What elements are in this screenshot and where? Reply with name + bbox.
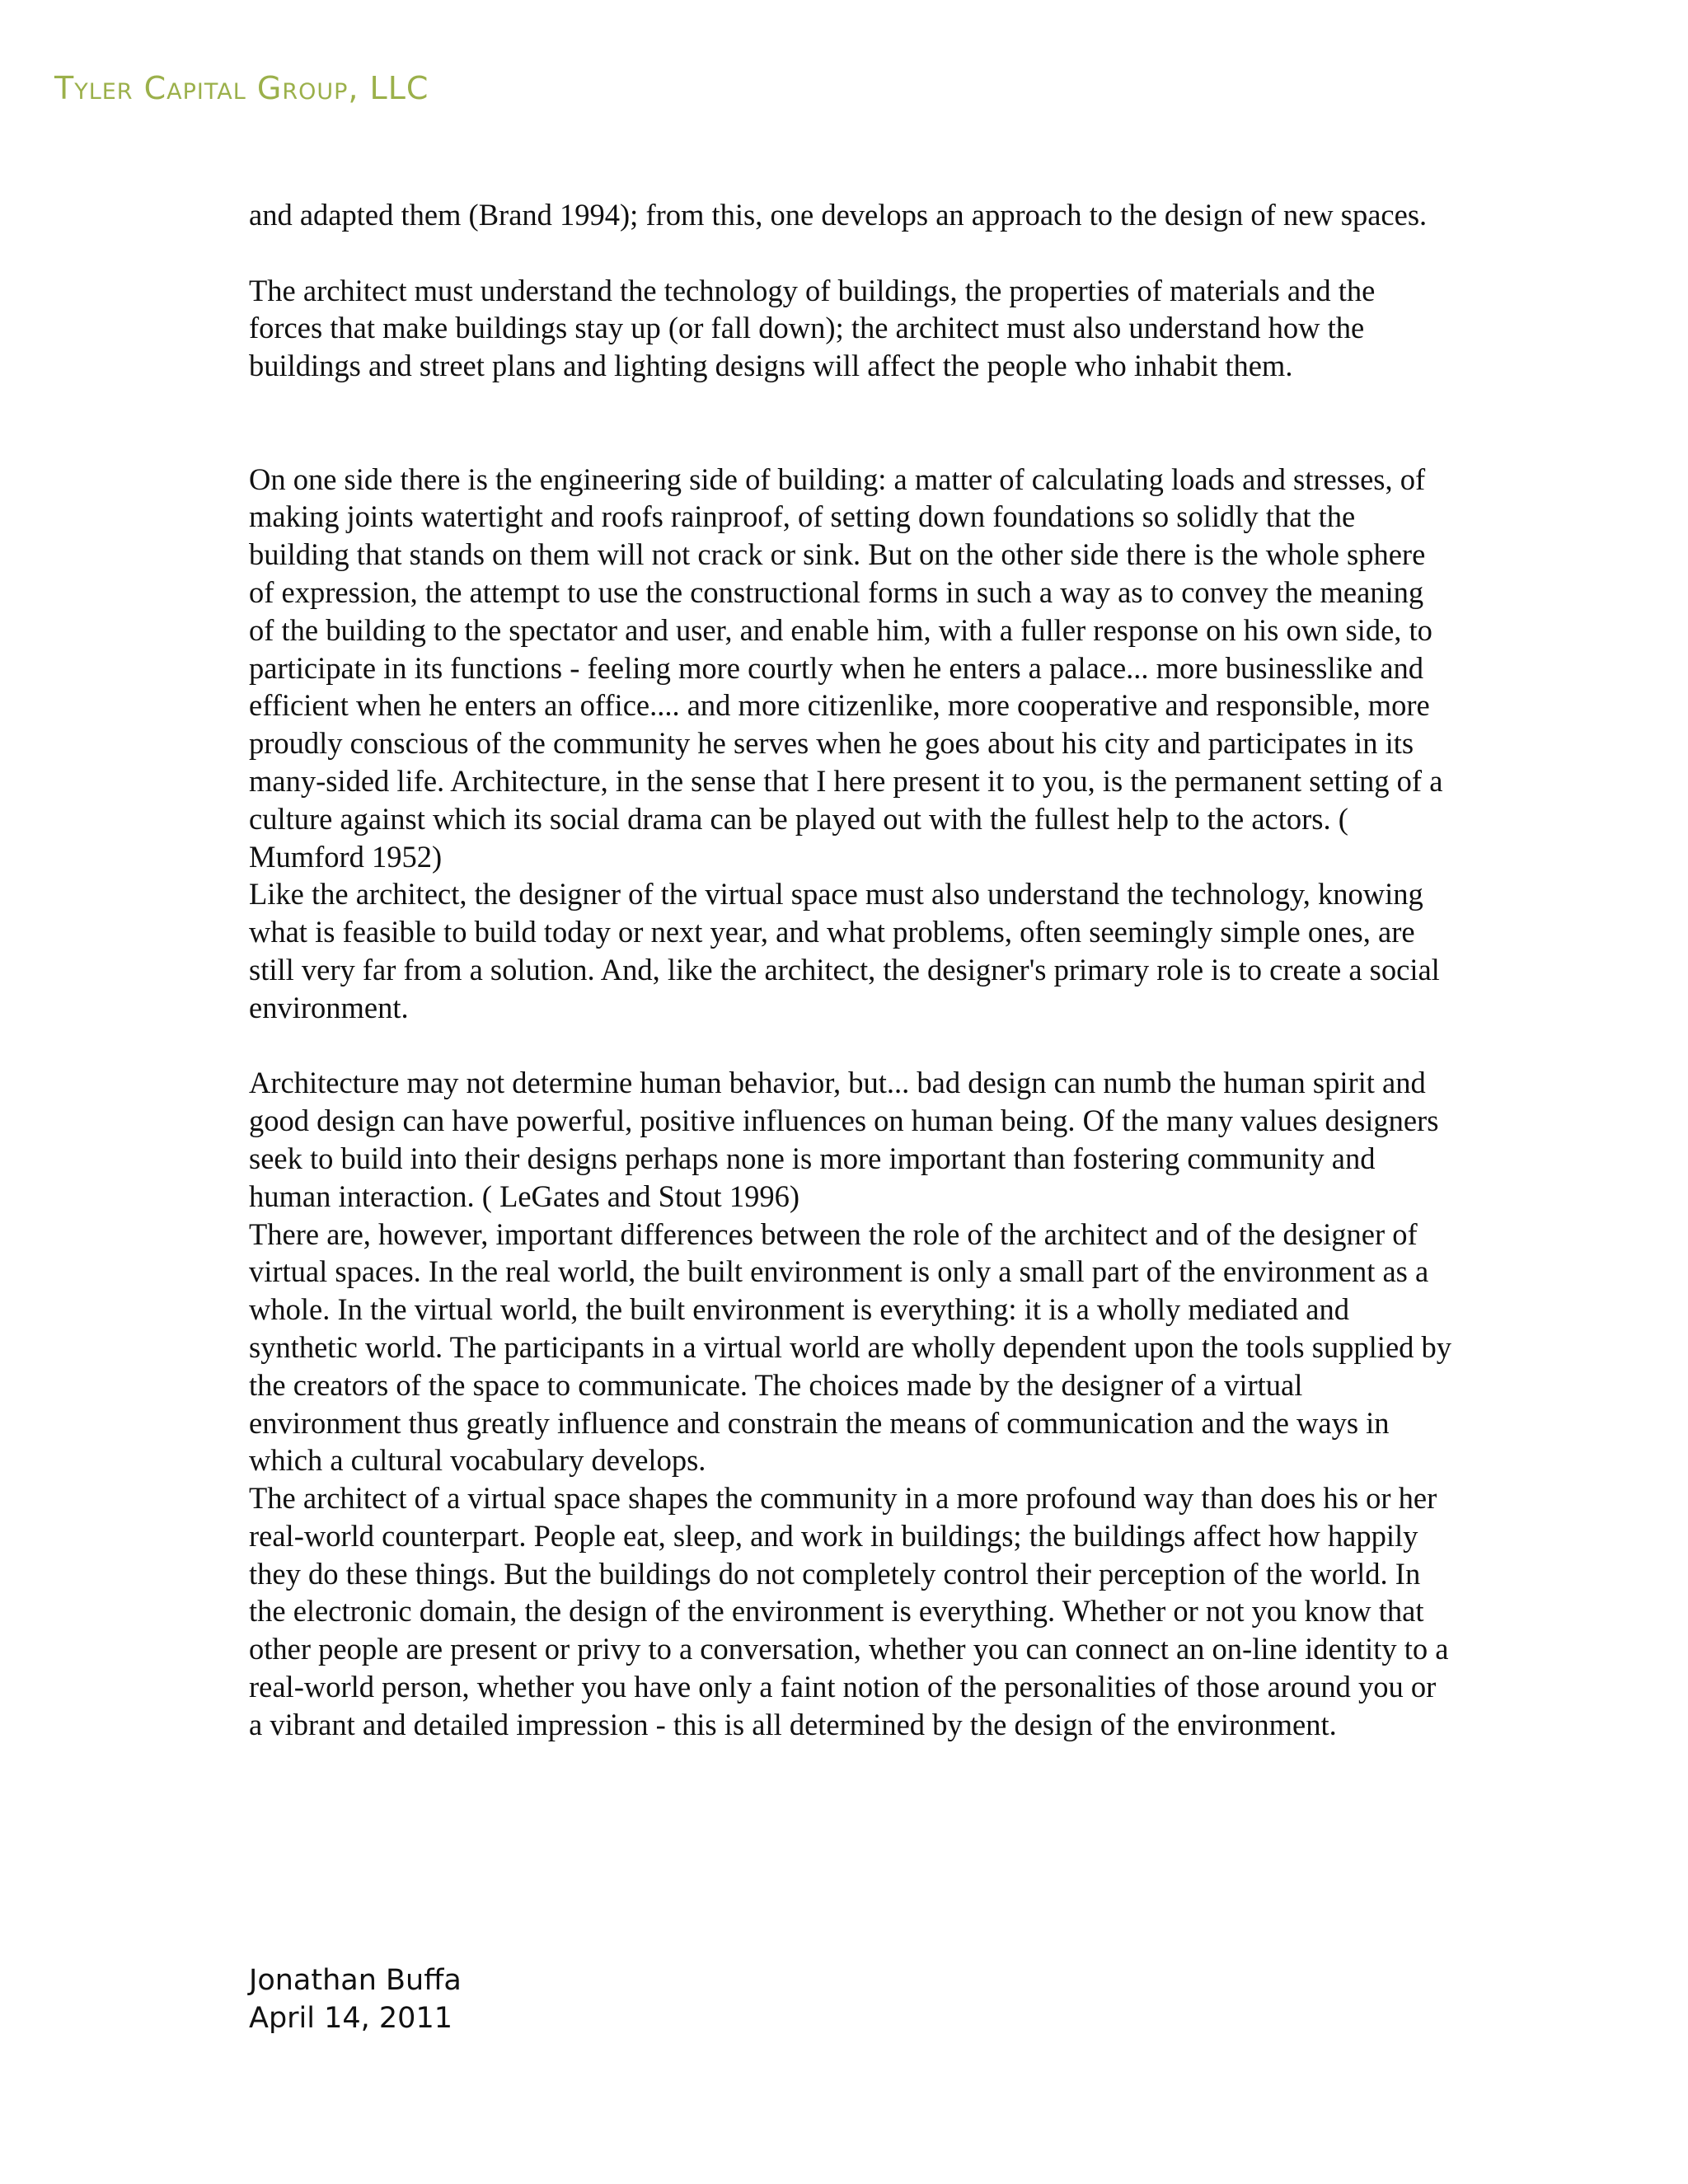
paragraph-brand-continuation: and adapted them (Brand 1994); from this, one develops an approach to the design of new spaces. [249, 198, 1428, 232]
paragraph-virtual-architect: The architect of a virtual space shapes the community in a more profound way than does his or her real-world counterpart. People eat, sleep, and work in buildings; the buildings affect how happily they do these things. But the buildings do not completely control their perception of the world. In the electronic domain, the design of the environment is everything. Whether or not you know that other people are present or privy to a conversation, whether you can connect an on-line identity to a real-world person, whether you have only a faint notion of the personalities of those around you or a vibrant and detailed impression - this is all determined by the design of the environment. [249, 1481, 1449, 1741]
signature-date: April 14, 2011 [249, 2002, 452, 2035]
company-letterhead: Tyler Capital Group, LLC [54, 70, 429, 106]
paragraph-architect-technology: The architect must understand the technology of buildings, the properties of materials and the forces that make buildings stay up (or fall down); the architect must also understand how the buildings and street plans and lighting designs will affect the people who inhabit them. [249, 273, 1376, 383]
paragraph-differences: There are, however, important differences between the role of the architect and of the designer of virtual spaces. In the real world, the built environment is only a small part of the environment as a whole. In the virtual world, the built environment is everything: it is a wholly mediated and synthetic world. The participants in a virtual world are wholly dependent upon the tools supplied by the creators of the space to communicate. The choices made by the designer of a virtual environment thus greatly influence and constrain the means of communication and the ways in which a cultural vocabulary develops. [249, 1216, 1452, 1478]
paragraph-virtual-designer: Like the architect, the designer of the virtual space must also understand the technology, knowing what is feasible to build today or next year, and what problems, often seemingly simple ones, are still very far from a solution. And, like the architect, the designer's primary role is to create a social environment. [249, 877, 1440, 1024]
paragraph-legates-stout-quote: Architecture may not determine human behavior, but... bad design can numb the human spirit and good design can have powerful, positive influences on human being. Of the many values designers seek to build into their designs perhaps none is more important than fostering community and human interaction. ( LeGates and Stout 1996) [249, 1066, 1439, 1213]
document-body [249, 196, 1452, 1744]
signature-block [249, 1961, 462, 2037]
paragraph-mumford-quote: On one side there is the engineering side of building: a matter of calculating loads and stresses, of making joints watertight and roofs rainproof, of setting down foundations so solidly that the building that stands on them will not crack or sink. But on the other side there is the whole sphere of expression, the attempt to use the constructional forms in such a way as to convey the meaning of the building to the spectator and user, and enable him, with a fuller response on his own side, to participate in its functions - feeling more courtly when he enters a palace... more businesslike and efficient when he enters an office.... and more citizenlike, more cooperative and responsible, more proudly conscious of the community he serves when he goes about his city and participates in its many-sided life. Architecture, in the sense that I here present it to you, is the permanent setting of a culture against which its social drama can be played out with the fullest help to the actors. ( Mumford 1952) [249, 462, 1443, 874]
author-name: Jonathan Buffa [249, 1964, 462, 1997]
